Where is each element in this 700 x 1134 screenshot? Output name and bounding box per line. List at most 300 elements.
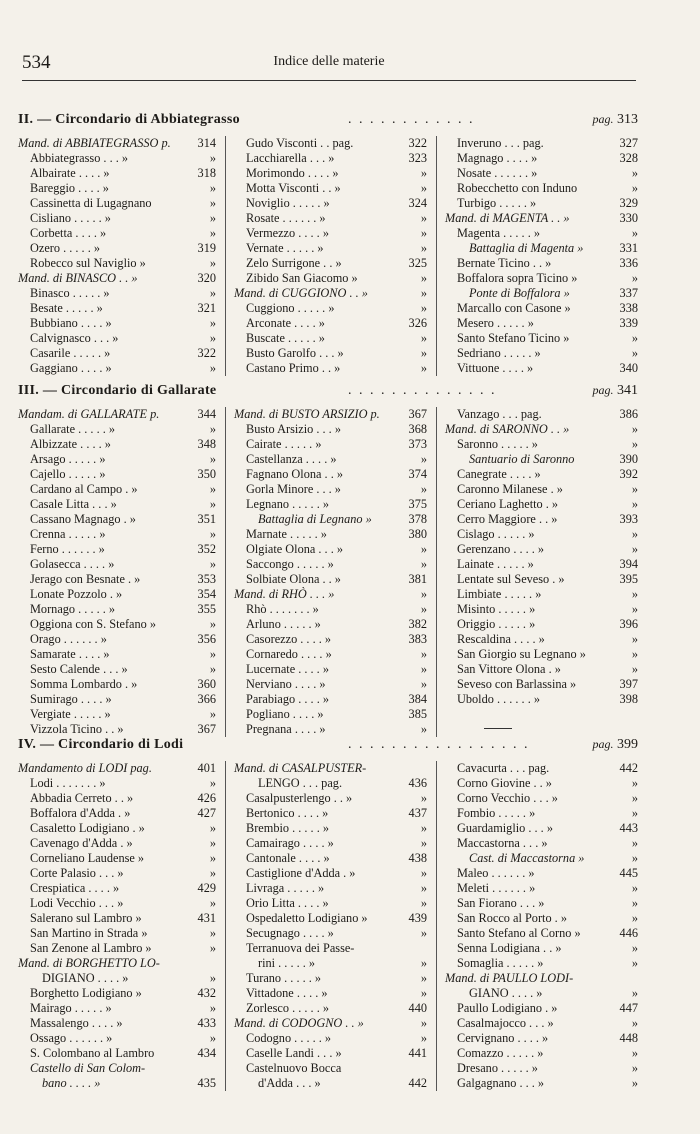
- entry-page: 348: [197, 437, 216, 451]
- index-entry: [18, 1076, 216, 1091]
- entry-page: »: [631, 527, 638, 541]
- entry-name: Turbigo . . . . . »: [457, 196, 537, 210]
- index-entry: [445, 911, 638, 926]
- entry-name: Lacchiarella . . . »: [246, 151, 335, 165]
- index-column: [436, 761, 638, 1091]
- entry-page: »: [631, 662, 638, 676]
- index-entry: [445, 361, 638, 376]
- index-entry: [234, 572, 427, 587]
- index-entry: [445, 331, 638, 346]
- index-entry: [18, 211, 216, 226]
- entry-name: Mand. di CODOGNO . . »: [234, 1016, 364, 1030]
- entry-page: 336: [619, 256, 638, 270]
- index-entry: [234, 647, 427, 662]
- entry-page: 443: [619, 821, 638, 835]
- entry-page: »: [420, 271, 427, 285]
- entry-page: »: [209, 527, 216, 541]
- index-entry: [18, 851, 216, 866]
- end-rule: [484, 728, 512, 729]
- entry-page: »: [631, 331, 638, 345]
- index-entry: [445, 226, 638, 241]
- entry-name: Mandamento di LODI pag.: [18, 761, 152, 775]
- entry-name: Somma Lombardo . »: [30, 677, 138, 691]
- index-columns: [18, 761, 638, 1091]
- index-entry: [234, 482, 427, 497]
- index-entry: [234, 1016, 427, 1031]
- index-entry: [445, 316, 638, 331]
- index-entry: [445, 286, 638, 301]
- entry-name: Zelo Surrigone . . »: [246, 256, 342, 270]
- section-heading: [18, 383, 638, 403]
- entry-page: »: [631, 422, 638, 436]
- index-entry: [234, 587, 427, 602]
- entry-page: »: [420, 587, 427, 601]
- index-entry: [445, 986, 638, 1001]
- index-entry: [445, 542, 638, 557]
- entry-page: 436: [408, 776, 427, 790]
- entry-page: »: [209, 662, 216, 676]
- entry-name: Marnate . . . . . »: [246, 527, 327, 541]
- entry-page: »: [631, 226, 638, 240]
- index-entry: [18, 926, 216, 941]
- entry-name: Rosate . . . . . . »: [246, 211, 326, 225]
- entry-page: »: [209, 866, 216, 880]
- entry-name: Cervignano . . . . »: [457, 1031, 549, 1045]
- section-page-ref: [593, 112, 639, 128]
- index-entry: [234, 881, 427, 896]
- entry-name: Samarate . . . . »: [30, 647, 110, 661]
- entry-page: »: [209, 181, 216, 195]
- index-entry: [18, 761, 216, 776]
- entry-page: »: [420, 896, 427, 910]
- index-entry: [18, 986, 216, 1001]
- index-columns: [18, 407, 638, 737]
- index-entry: [445, 1046, 638, 1061]
- entry-page: 442: [408, 1076, 427, 1090]
- entry-page: 337: [619, 286, 638, 300]
- entry-name: Orago . . . . . . »: [30, 632, 107, 646]
- entry-page: »: [209, 452, 216, 466]
- entry-name: Bareggio . . . . »: [30, 181, 109, 195]
- index-entry: [445, 692, 638, 707]
- index-entry: [18, 956, 216, 971]
- entry-page: 331: [619, 241, 638, 255]
- index-entry: [234, 926, 427, 941]
- index-entry: [234, 437, 427, 452]
- entry-page: »: [209, 316, 216, 330]
- index-entry: [234, 316, 427, 331]
- index-entry: [18, 1046, 216, 1061]
- index-entry: [18, 542, 216, 557]
- entry-page: 390: [619, 452, 638, 466]
- entry-name: Meleti . . . . . . »: [457, 881, 536, 895]
- entry-name: Magnago . . . . »: [457, 151, 538, 165]
- index-entry: [234, 512, 427, 527]
- index-entry: [445, 806, 638, 821]
- index-entry: [234, 557, 427, 572]
- entry-page: 322: [197, 346, 216, 360]
- entry-name: Casalpusterlengo . . »: [246, 791, 353, 805]
- index-entry: [18, 632, 216, 647]
- entry-page: 448: [619, 1031, 638, 1045]
- entry-page: 320: [197, 271, 216, 285]
- index-entry: [18, 602, 216, 617]
- entry-page: »: [420, 836, 427, 850]
- section-title: II. — Circondario di Abbiategrasso: [18, 112, 240, 127]
- index-entry: [445, 452, 638, 467]
- entry-page: 327: [619, 136, 638, 150]
- index-entry: [445, 662, 638, 677]
- index-entry: [234, 956, 427, 971]
- entry-name: Limbiate . . . . . »: [457, 587, 542, 601]
- entry-page: »: [209, 422, 216, 436]
- index-entry: [18, 512, 216, 527]
- entry-name: Binasco . . . . . »: [30, 286, 110, 300]
- entry-page: »: [209, 617, 216, 631]
- entry-name: Mandam. di GALLARATE p.: [18, 407, 160, 421]
- entry-name: Santuario di Saronno: [469, 452, 575, 466]
- entry-name: Corbetta . . . . »: [30, 226, 107, 240]
- entry-name: Pogliano . . . . »: [246, 707, 324, 721]
- entry-name: Ozero . . . . . »: [30, 241, 101, 255]
- index-entry: [445, 776, 638, 791]
- entry-page: 384: [408, 692, 427, 706]
- entry-name: Canegrate . . . . »: [457, 467, 541, 481]
- entry-name: GIANO . . . . »: [469, 986, 543, 1000]
- entry-page: »: [209, 331, 216, 345]
- entry-page: »: [420, 452, 427, 466]
- entry-page: 435: [197, 1076, 216, 1090]
- index-entry: [18, 181, 216, 196]
- index-entry: [234, 407, 427, 422]
- entry-page: »: [420, 986, 427, 1000]
- index-entry: [234, 542, 427, 557]
- section-title: III. — Circondario di Gallarate: [18, 383, 217, 398]
- index-entry: [234, 211, 427, 226]
- index-entry: [445, 761, 638, 776]
- entry-name: Cerro Maggiore . . »: [457, 512, 558, 526]
- entry-name: Mand. di BUSTO ARSIZIO p.: [234, 407, 380, 421]
- entry-name: Fombio . . . . . »: [457, 806, 536, 820]
- entry-page: »: [209, 151, 216, 165]
- entry-name: Corte Palasio . . . »: [30, 866, 124, 880]
- entry-page: 367: [408, 407, 427, 421]
- entry-name: Cornaredo . . . . »: [246, 647, 332, 661]
- section-page-ref: [593, 737, 639, 753]
- entry-page: »: [631, 587, 638, 601]
- entry-name: Lainate . . . . . »: [457, 557, 534, 571]
- entry-name: Secugnago . . . . »: [246, 926, 334, 940]
- index-entry: [445, 241, 638, 256]
- entry-name: Castelnuovo Bocca: [246, 1061, 342, 1075]
- index-entry: [445, 791, 638, 806]
- entry-page: »: [420, 301, 427, 315]
- entry-name: Mand. di RHÒ . . . »: [234, 587, 335, 601]
- entry-name: Boffalora sopra Ticino »: [457, 271, 578, 285]
- entry-page: »: [420, 881, 427, 895]
- entry-name: Castello di San Colom-: [30, 1061, 146, 1075]
- entry-name: Castano Primo . . »: [246, 361, 341, 375]
- entry-name: Busto Garolfo . . . »: [246, 346, 344, 360]
- entry-page: 445: [619, 866, 638, 880]
- index-entry: [18, 617, 216, 632]
- entry-name: Maleo . . . . . . »: [457, 866, 535, 880]
- entry-page: »: [420, 662, 427, 676]
- entry-name: Casaletto Lodigiano . »: [30, 821, 145, 835]
- entry-page: 328: [619, 151, 638, 165]
- entry-name: Marcallo con Casone »: [457, 301, 571, 315]
- entry-name: Lonate Pozzolo . »: [30, 587, 123, 601]
- entry-page: »: [631, 166, 638, 180]
- index-entry: [18, 647, 216, 662]
- entry-page: 398: [619, 692, 638, 706]
- entry-name: Vizzola Ticino . . »: [30, 722, 124, 736]
- entry-page: »: [420, 241, 427, 255]
- index-entry: [18, 256, 216, 271]
- index-entry: [445, 587, 638, 602]
- entry-name: San Rocco al Porto . »: [457, 911, 567, 925]
- entry-page: »: [209, 497, 216, 511]
- index-entry: [445, 647, 638, 662]
- entry-name: Ponte di Boffalora »: [469, 286, 570, 300]
- entry-name: Legnano . . . . . »: [246, 497, 329, 511]
- entry-name: Mand. di BINASCO . . »: [18, 271, 138, 285]
- entry-page: »: [209, 196, 216, 210]
- index-entry: [445, 256, 638, 271]
- entry-page: 314: [197, 136, 216, 150]
- entry-name: Uboldo . . . . . . »: [457, 692, 541, 706]
- index-entry: [18, 572, 216, 587]
- index-entry: [234, 286, 427, 301]
- index-entry: [18, 527, 216, 542]
- entry-name: Mairago . . . . . »: [30, 1001, 112, 1015]
- entry-page: »: [420, 602, 427, 616]
- entry-page: 356: [197, 632, 216, 646]
- section-page-number: 341: [617, 383, 638, 398]
- index-entry: [234, 166, 427, 181]
- entry-name: Jerago con Besnate . »: [30, 572, 141, 586]
- entry-page: 446: [619, 926, 638, 940]
- index-entry: [445, 851, 638, 866]
- index-entry: [234, 896, 427, 911]
- index-entry: [18, 836, 216, 851]
- index-entry: [18, 226, 216, 241]
- entry-name: Calvignasco . . . »: [30, 331, 119, 345]
- entry-page: 323: [408, 151, 427, 165]
- leader-dots: . . . . . . . . . . . . . . . . .: [348, 737, 530, 752]
- entry-page: 373: [408, 437, 427, 451]
- entry-name: Battaglia di Magenta »: [469, 241, 584, 255]
- entry-name: Salerano sul Lambro »: [30, 911, 142, 925]
- entry-page: 355: [197, 602, 216, 616]
- entry-name: Casale Litta . . . »: [30, 497, 117, 511]
- index-entry: [445, 271, 638, 286]
- index-entry: [234, 527, 427, 542]
- index-column: [18, 407, 216, 737]
- entry-name: Castellanza . . . . »: [246, 452, 337, 466]
- entry-page: »: [420, 722, 427, 736]
- index-entry: [18, 692, 216, 707]
- index-entry: [445, 896, 638, 911]
- index-entry: [445, 677, 638, 692]
- entry-page: 324: [408, 196, 427, 210]
- entry-name: Cuggiono . . . . . »: [246, 301, 335, 315]
- index-entry: [445, 301, 638, 316]
- section-gallarate: [18, 383, 638, 737]
- entry-name: Casalmajocco . . . »: [457, 1016, 554, 1030]
- entry-page: 318: [197, 166, 216, 180]
- index-entry: [234, 467, 427, 482]
- entry-name: San Vittore Olona . »: [457, 662, 561, 676]
- pag-label: pag.: [592, 737, 614, 751]
- index-entry: [234, 1076, 427, 1091]
- entry-page: »: [631, 1046, 638, 1060]
- entry-page: 437: [408, 806, 427, 820]
- entry-name: Vermezzo . . . . »: [246, 226, 329, 240]
- index-entry: [445, 196, 638, 211]
- entry-page: 432: [197, 986, 216, 1000]
- entry-page: 441: [408, 1046, 427, 1060]
- entry-name: Oggiona con S. Stefano »: [30, 617, 157, 631]
- entry-name: DIGIANO . . . . »: [42, 971, 129, 985]
- entry-name: Gerenzano . . . . »: [457, 542, 545, 556]
- entry-name: Codogno . . . . . »: [246, 1031, 332, 1045]
- entry-page: 385: [408, 707, 427, 721]
- entry-page: »: [420, 647, 427, 661]
- entry-page: »: [420, 226, 427, 240]
- index-entry: [445, 941, 638, 956]
- index-entry: [445, 572, 638, 587]
- entry-page: »: [631, 941, 638, 955]
- index-entry: [234, 776, 427, 791]
- entry-page: »: [631, 632, 638, 646]
- entry-name: Santo Stefano al Corno »: [457, 926, 581, 940]
- index-entry: [234, 821, 427, 836]
- entry-name: Robecco sul Naviglio »: [30, 256, 146, 270]
- entry-page: »: [420, 1016, 427, 1030]
- index-entry: [234, 986, 427, 1001]
- section-lodi: [18, 737, 638, 1091]
- entry-name: Comazzo . . . . . »: [457, 1046, 544, 1060]
- entry-name: Ceriano Laghetto . »: [457, 497, 559, 511]
- entry-name: Maccastorna . . . »: [457, 836, 548, 850]
- entry-name: Cajello . . . . . »: [30, 467, 106, 481]
- index-entry: [234, 722, 427, 737]
- entry-name: Morimondo . . . . »: [246, 166, 339, 180]
- page-header: [22, 52, 636, 81]
- index-entry: [18, 587, 216, 602]
- entry-name: Lodi . . . . . . . »: [30, 776, 106, 790]
- entry-name: Castiglione d'Adda . »: [246, 866, 356, 880]
- entry-page: »: [209, 821, 216, 835]
- entry-name: Cassinetta di Lugagnano: [30, 196, 152, 210]
- entry-page: 429: [197, 881, 216, 895]
- index-entry: [445, 512, 638, 527]
- entry-page: 440: [408, 1001, 427, 1015]
- entry-name: Cavenago d'Adda . »: [30, 836, 133, 850]
- index-entry: [445, 407, 638, 422]
- entry-page: »: [631, 1061, 638, 1075]
- index-entry: [234, 196, 427, 211]
- entry-page: »: [631, 911, 638, 925]
- entry-page: »: [209, 482, 216, 496]
- index-entry: [445, 1076, 638, 1091]
- entry-page: 339: [619, 316, 638, 330]
- entry-page: »: [631, 437, 638, 451]
- index-entry: [18, 467, 216, 482]
- entry-page: »: [631, 836, 638, 850]
- entry-page: 427: [197, 806, 216, 820]
- entry-name: Fagnano Olona . . »: [246, 467, 343, 481]
- entry-page: »: [420, 181, 427, 195]
- entry-page: 340: [619, 361, 638, 375]
- index-entry: [445, 617, 638, 632]
- index-entry: [445, 422, 638, 437]
- index-column: [225, 761, 427, 1091]
- entry-name: Cairate . . . . . »: [246, 437, 322, 451]
- entry-name: Saronno . . . . . »: [457, 437, 538, 451]
- index-entry: [234, 602, 427, 617]
- index-entry: [445, 1001, 638, 1016]
- entry-name: Sesto Calende . . . »: [30, 662, 128, 676]
- entry-page: »: [420, 866, 427, 880]
- entry-name: Buscate . . . . . »: [246, 331, 325, 345]
- entry-page: 374: [408, 467, 427, 481]
- entry-page: 381: [408, 572, 427, 586]
- pag-label: pag.: [592, 112, 614, 126]
- entry-name: San Martino in Strada »: [30, 926, 148, 940]
- entry-page: »: [420, 791, 427, 805]
- entry-name: Zorlesco . . . . . »: [246, 1001, 329, 1015]
- entry-name: Somaglia . . . . . »: [457, 956, 544, 970]
- entry-page: 329: [619, 196, 638, 210]
- index-entry: [18, 497, 216, 512]
- entry-page: 353: [197, 572, 216, 586]
- entry-name: Ossago . . . . . . »: [30, 1031, 113, 1045]
- entry-name: Lodi Vecchio . . . »: [30, 896, 124, 910]
- index-entry: [234, 331, 427, 346]
- index-entry: [234, 151, 427, 166]
- entry-page: »: [631, 881, 638, 895]
- section-page-number: 399: [617, 737, 638, 752]
- index-entry: [18, 971, 216, 986]
- index-entry: [445, 346, 638, 361]
- entry-name: Gudo Visconti . . pag.: [246, 136, 354, 150]
- entry-page: »: [420, 346, 427, 360]
- entry-name: Saccongo . . . . . »: [246, 557, 334, 571]
- entry-name: Massalengo . . . . »: [30, 1016, 123, 1030]
- leader-dots: . . . . . . . . . . . . . .: [348, 383, 497, 398]
- entry-name: Arsago . . . . . »: [30, 452, 106, 466]
- entry-page: »: [209, 941, 216, 955]
- index-column: [436, 407, 638, 737]
- entry-name: Vergiate . . . . . »: [30, 707, 111, 721]
- index-entry: [234, 662, 427, 677]
- entry-page: »: [420, 1031, 427, 1045]
- entry-page: 433: [197, 1016, 216, 1030]
- entry-page: »: [631, 986, 638, 1000]
- entry-page: »: [209, 256, 216, 270]
- entry-page: »: [209, 226, 216, 240]
- index-column: [225, 407, 427, 737]
- index-column: [18, 761, 216, 1091]
- entry-name: Camairago . . . . »: [246, 836, 334, 850]
- entry-page: 326: [408, 316, 427, 330]
- entry-name: Mand. di ABBIATEGRASSO p.: [18, 136, 171, 150]
- entry-page: 380: [408, 527, 427, 541]
- index-entry: [445, 836, 638, 851]
- index-entry: [445, 632, 638, 647]
